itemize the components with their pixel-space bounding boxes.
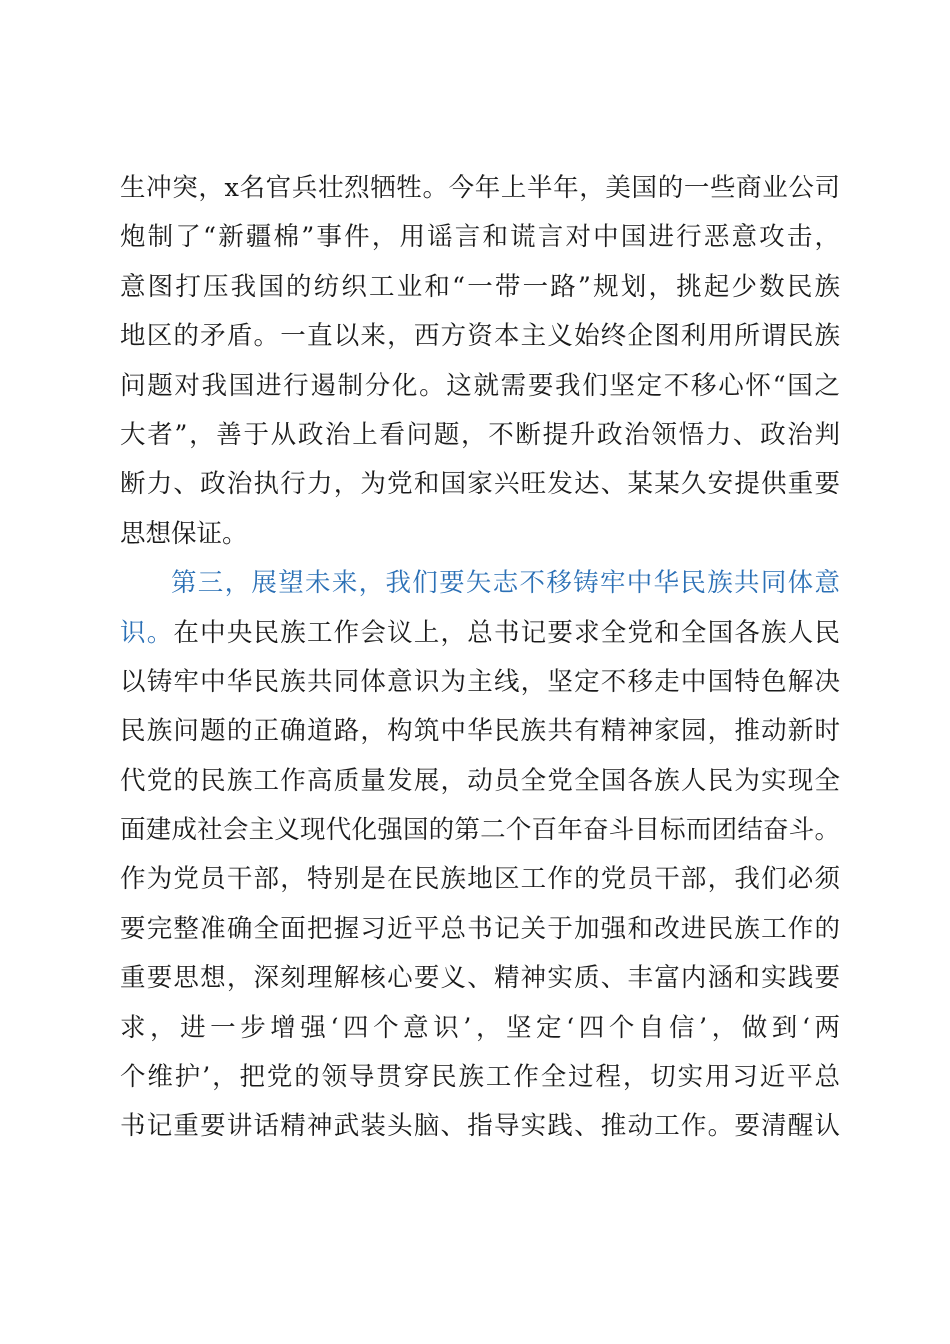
section-heading-line: 第三，展望未来，我们要矢志不移铸牢中华民族共同体意 [171, 568, 840, 599]
text-line: 书记重要讲话精神武装头脑、指导实践、推动工作。要清醒认 [120, 1111, 840, 1142]
text-line: 重要思想，深刻理解核心要义、精神实质、丰富内涵和实践要 [120, 963, 840, 994]
text-line: 求，进一步增强‘四个意识’，坚定‘四个自信’，做到‘两 [120, 1012, 840, 1043]
text-line-rest: 在中央民族工作会议上，总书记要求全党和全国各族人民 [173, 617, 840, 648]
text-line [120, 609, 840, 658]
text-line: 炮制了“新疆棉”事件，用谣言和谎言对中国进行恶意攻击， [120, 222, 840, 253]
text-line: 民族问题的正确道路，构筑中华民族共有精神家园，推动新时 [120, 716, 840, 747]
text-line: 以铸牢中华民族共同体意识为主线，坚定不移走中国特色解决 [120, 666, 840, 697]
text-line: 作为党员干部，特别是在民族地区工作的党员干部，我们必须 [120, 864, 840, 895]
body-text [120, 164, 840, 1152]
text-line: 要完整准确全面把握习近平总书记关于加强和改进民族工作的 [120, 913, 840, 944]
text-line: 面建成社会主义现代化强国的第二个百年奋斗目标而团结奋斗。 [120, 815, 840, 846]
text-line: 问题对我国进行遏制分化。这就需要我们坚定不移心怀“国之 [120, 370, 840, 401]
text-line: 生冲突，x名官兵壮烈牺牲。今年上半年，美国的一些商业公司 [120, 173, 840, 203]
text-line: 地区的矛盾。一直以来，西方资本主义始终企图利用所谓民族 [120, 321, 840, 352]
paragraph-2 [120, 559, 840, 1152]
text-line: 大者”，善于从政治上看问题，不断提升政治领悟力、政治判 [120, 419, 840, 450]
text-line: 个维护’，把党的领导贯穿民族工作全过程，切实用习近平总 [120, 1062, 840, 1093]
text-line: 思想保证。 [120, 518, 248, 549]
text-line: 代党的民族工作高质量发展，动员全党全国各族人民为实现全 [120, 765, 840, 796]
text-line: 意图打压我国的纺织工业和“一带一路”规划，挑起少数民族 [120, 271, 840, 302]
paragraph-1 [120, 164, 840, 559]
section-heading-end: 识。 [120, 617, 174, 648]
text-line: 断力、政治执行力，为党和国家兴旺发达、某某久安提供重要 [120, 469, 840, 500]
